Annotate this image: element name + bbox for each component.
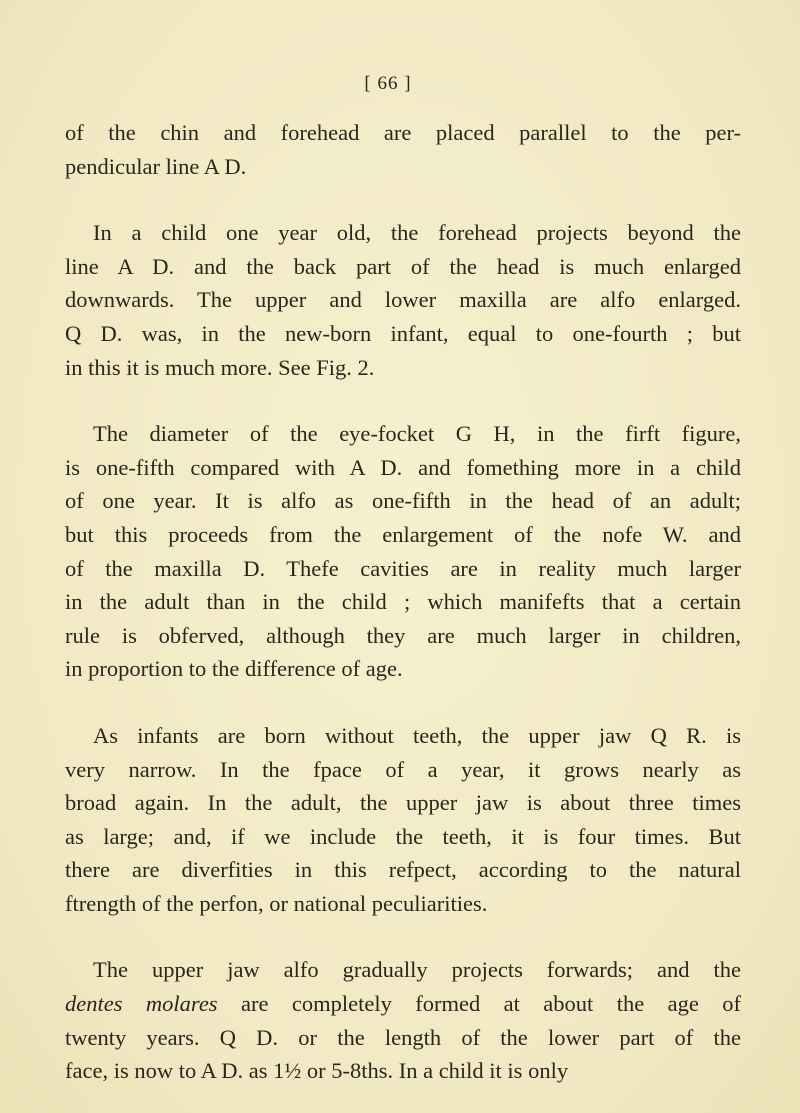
text-line: of the maxilla D. Thefe cavities are in reality much larger xyxy=(65,555,741,581)
text-line: Q D. was, in the new-born infant, equal to one-fourth ; but xyxy=(65,320,741,346)
text-line: broad again. In the adult, the upper jaw is about three times xyxy=(65,790,741,816)
text-line: rule is obferved, although they are much larger in children, xyxy=(65,622,741,648)
text-line xyxy=(65,1054,741,1088)
text-line xyxy=(65,1021,741,1055)
text-line: of the chin and forehead are placed parallel to the per- xyxy=(65,120,741,145)
paragraph-5 xyxy=(65,953,741,1087)
text-line: The diameter of the eye-focket G H, in the firft figure, xyxy=(93,421,741,447)
text-line: line A D. and the back part of the head is much enlarged xyxy=(65,253,741,279)
body-text xyxy=(65,116,741,1088)
text-line: In a child one year old, the forehead projects beyond the xyxy=(93,220,741,246)
paragraph-2 xyxy=(65,216,741,384)
italic-term: dentes molares xyxy=(65,991,218,1017)
text-line: pendicular line A D. xyxy=(65,153,247,179)
text-line: downwards. The upper and lower maxilla are alfo enlarged. xyxy=(65,287,741,313)
text-line: in this it is much more. See Fig. 2. xyxy=(65,354,375,380)
text-line: is one-fifth compared with A D. and fomething more in a child xyxy=(65,454,741,480)
text-line xyxy=(65,987,741,1021)
text-line: ftrength of the perfon, or national peculiarities. xyxy=(65,890,488,916)
page-number: [ 66 ] xyxy=(364,73,412,94)
paragraph-1 xyxy=(65,116,741,183)
text-line: there are diverfities in this refpect, according to the natural xyxy=(65,857,741,883)
text-run: The upper jaw alfo gradually projects forwards; and the xyxy=(93,957,741,983)
paragraph-4 xyxy=(65,719,741,921)
paragraph-3 xyxy=(65,417,741,686)
text-line: very narrow. In the fpace of a year, it grows nearly as xyxy=(65,756,741,782)
text-run: face, is now to A D. as 1½ or 5-8ths. In a child it is only xyxy=(65,1058,569,1084)
text-line xyxy=(65,953,741,987)
text-line: in proportion to the difference of age. xyxy=(65,656,403,682)
text-line: of one year. It is alfo as one-fifth in the head of an adult; xyxy=(65,488,741,514)
text-line: in the adult than in the child ; which manifefts that a certain xyxy=(65,589,741,615)
text-line: as large; and, if we include the teeth, it is four times. But xyxy=(65,823,741,849)
text-line: As infants are born without teeth, the upper jaw Q R. is xyxy=(93,722,741,748)
text-line: but this proceeds from the enlargement of the nofe W. and xyxy=(65,521,741,547)
text-run: are completely formed at about the age of xyxy=(217,991,741,1017)
text-run: twenty years. Q D. or the length of the lower part of the xyxy=(65,1024,741,1050)
